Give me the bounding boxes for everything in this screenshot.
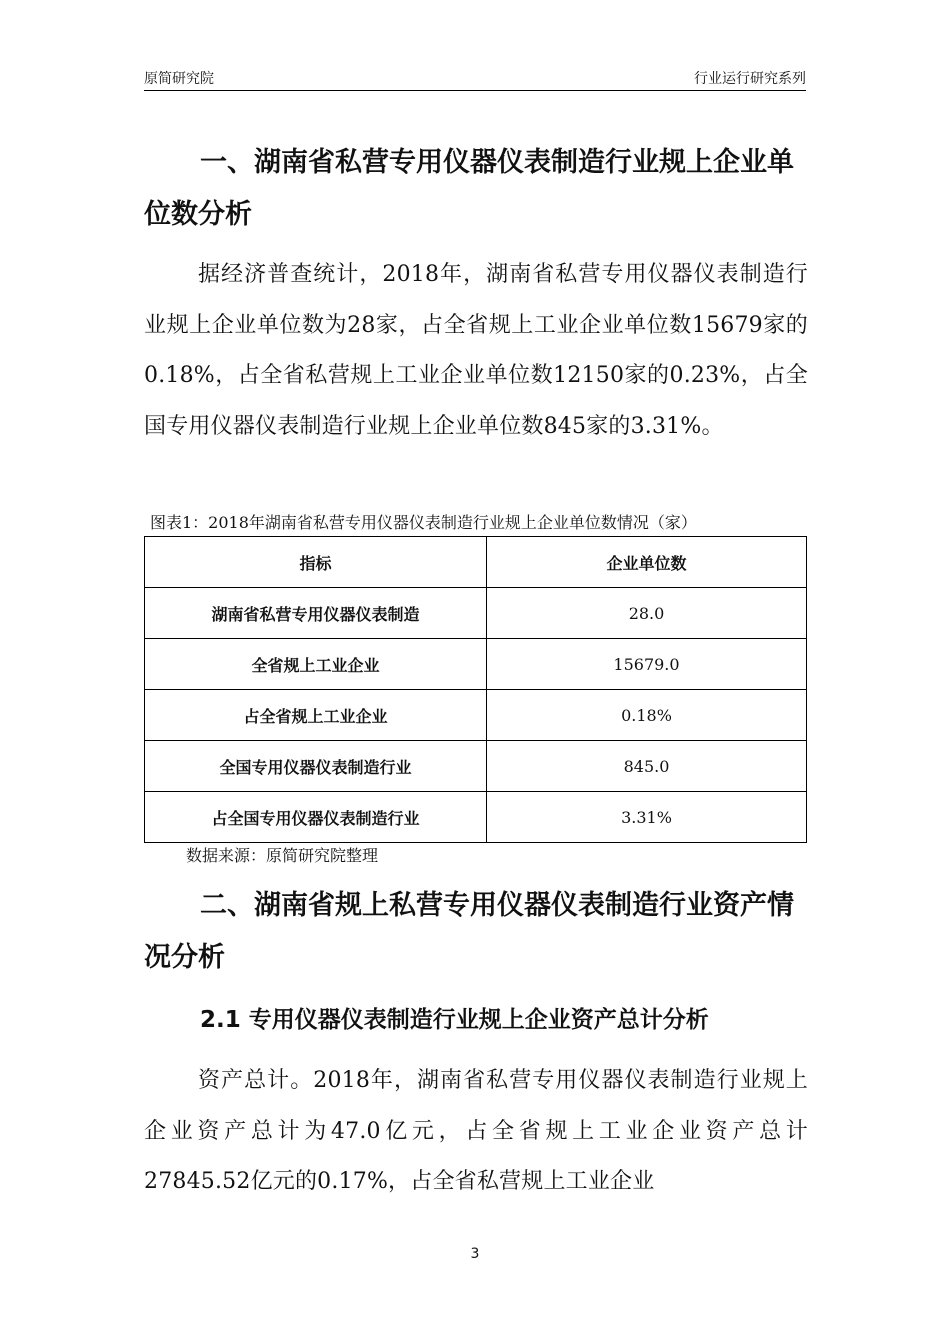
section2-paragraph: 资产总计。2018年，湖南省私营专用仪器仪表制造行业规上企业资产总计为47.0亿元，占全省规上工业企业资产总计27845.52亿元的0.17%，占全省私营规上工业企业 — [144, 1068, 808, 1194]
table-caption: 图表1：2018年湖南省私营专用仪器仪表制造行业规上企业单位数情况（家） — [150, 513, 697, 532]
header-right-series: 行业运行研究系列 — [694, 71, 806, 87]
section1-title: 一、湖南省私营专用仪器仪表制造行业规上企业单位数分析 — [144, 147, 794, 230]
table-row-value: 845.0 — [487, 741, 807, 792]
table-header-row — [145, 537, 807, 588]
table-header-indicator: 指标 — [145, 537, 487, 588]
table-header-count: 企业单位数 — [487, 537, 807, 588]
table-row-label: 占全国专用仪器仪表制造行业 — [145, 792, 487, 843]
table-row-label: 全国专用仪器仪表制造行业 — [145, 741, 487, 792]
table-row-value: 3.31% — [487, 792, 807, 843]
table-row-label: 湖南省私营专用仪器仪表制造 — [145, 588, 487, 639]
section2-title: 二、湖南省规上私营专用仪器仪表制造行业资产情况分析 — [144, 890, 794, 973]
header-left-org: 原简研究院 — [144, 71, 214, 87]
page-number: 3 — [470, 1246, 480, 1262]
table-row-label: 全省规上工业企业 — [145, 639, 487, 690]
section2-subtitle: 2.1 专用仪器仪表制造行业规上企业资产总计分析 — [200, 1007, 709, 1033]
section1-paragraph: 据经济普查统计，2018年，湖南省私营专用仪器仪表制造行业规上企业单位数为28家，占全省规上工业企业单位数15679家的0.18%，占全省私营规上工业企业单位数12150家的0.23%，占全国专用仪器仪表制造行业规上企业单位数845家的3.31%。 — [144, 262, 808, 439]
table-row-value: 28.0 — [487, 588, 807, 639]
table-row-label: 占全省规上工业企业 — [145, 690, 487, 741]
table-row — [145, 792, 807, 843]
table-row — [145, 690, 807, 741]
page-header — [144, 64, 806, 91]
table-row — [145, 741, 807, 792]
table-row — [145, 588, 807, 639]
table-source-note: 数据来源：原简研究院整理 — [186, 846, 379, 865]
table-row-value: 0.18% — [487, 690, 807, 741]
table-row-value: 15679.0 — [487, 639, 807, 690]
table-row — [145, 639, 807, 690]
enterprise-count-table — [144, 536, 807, 843]
